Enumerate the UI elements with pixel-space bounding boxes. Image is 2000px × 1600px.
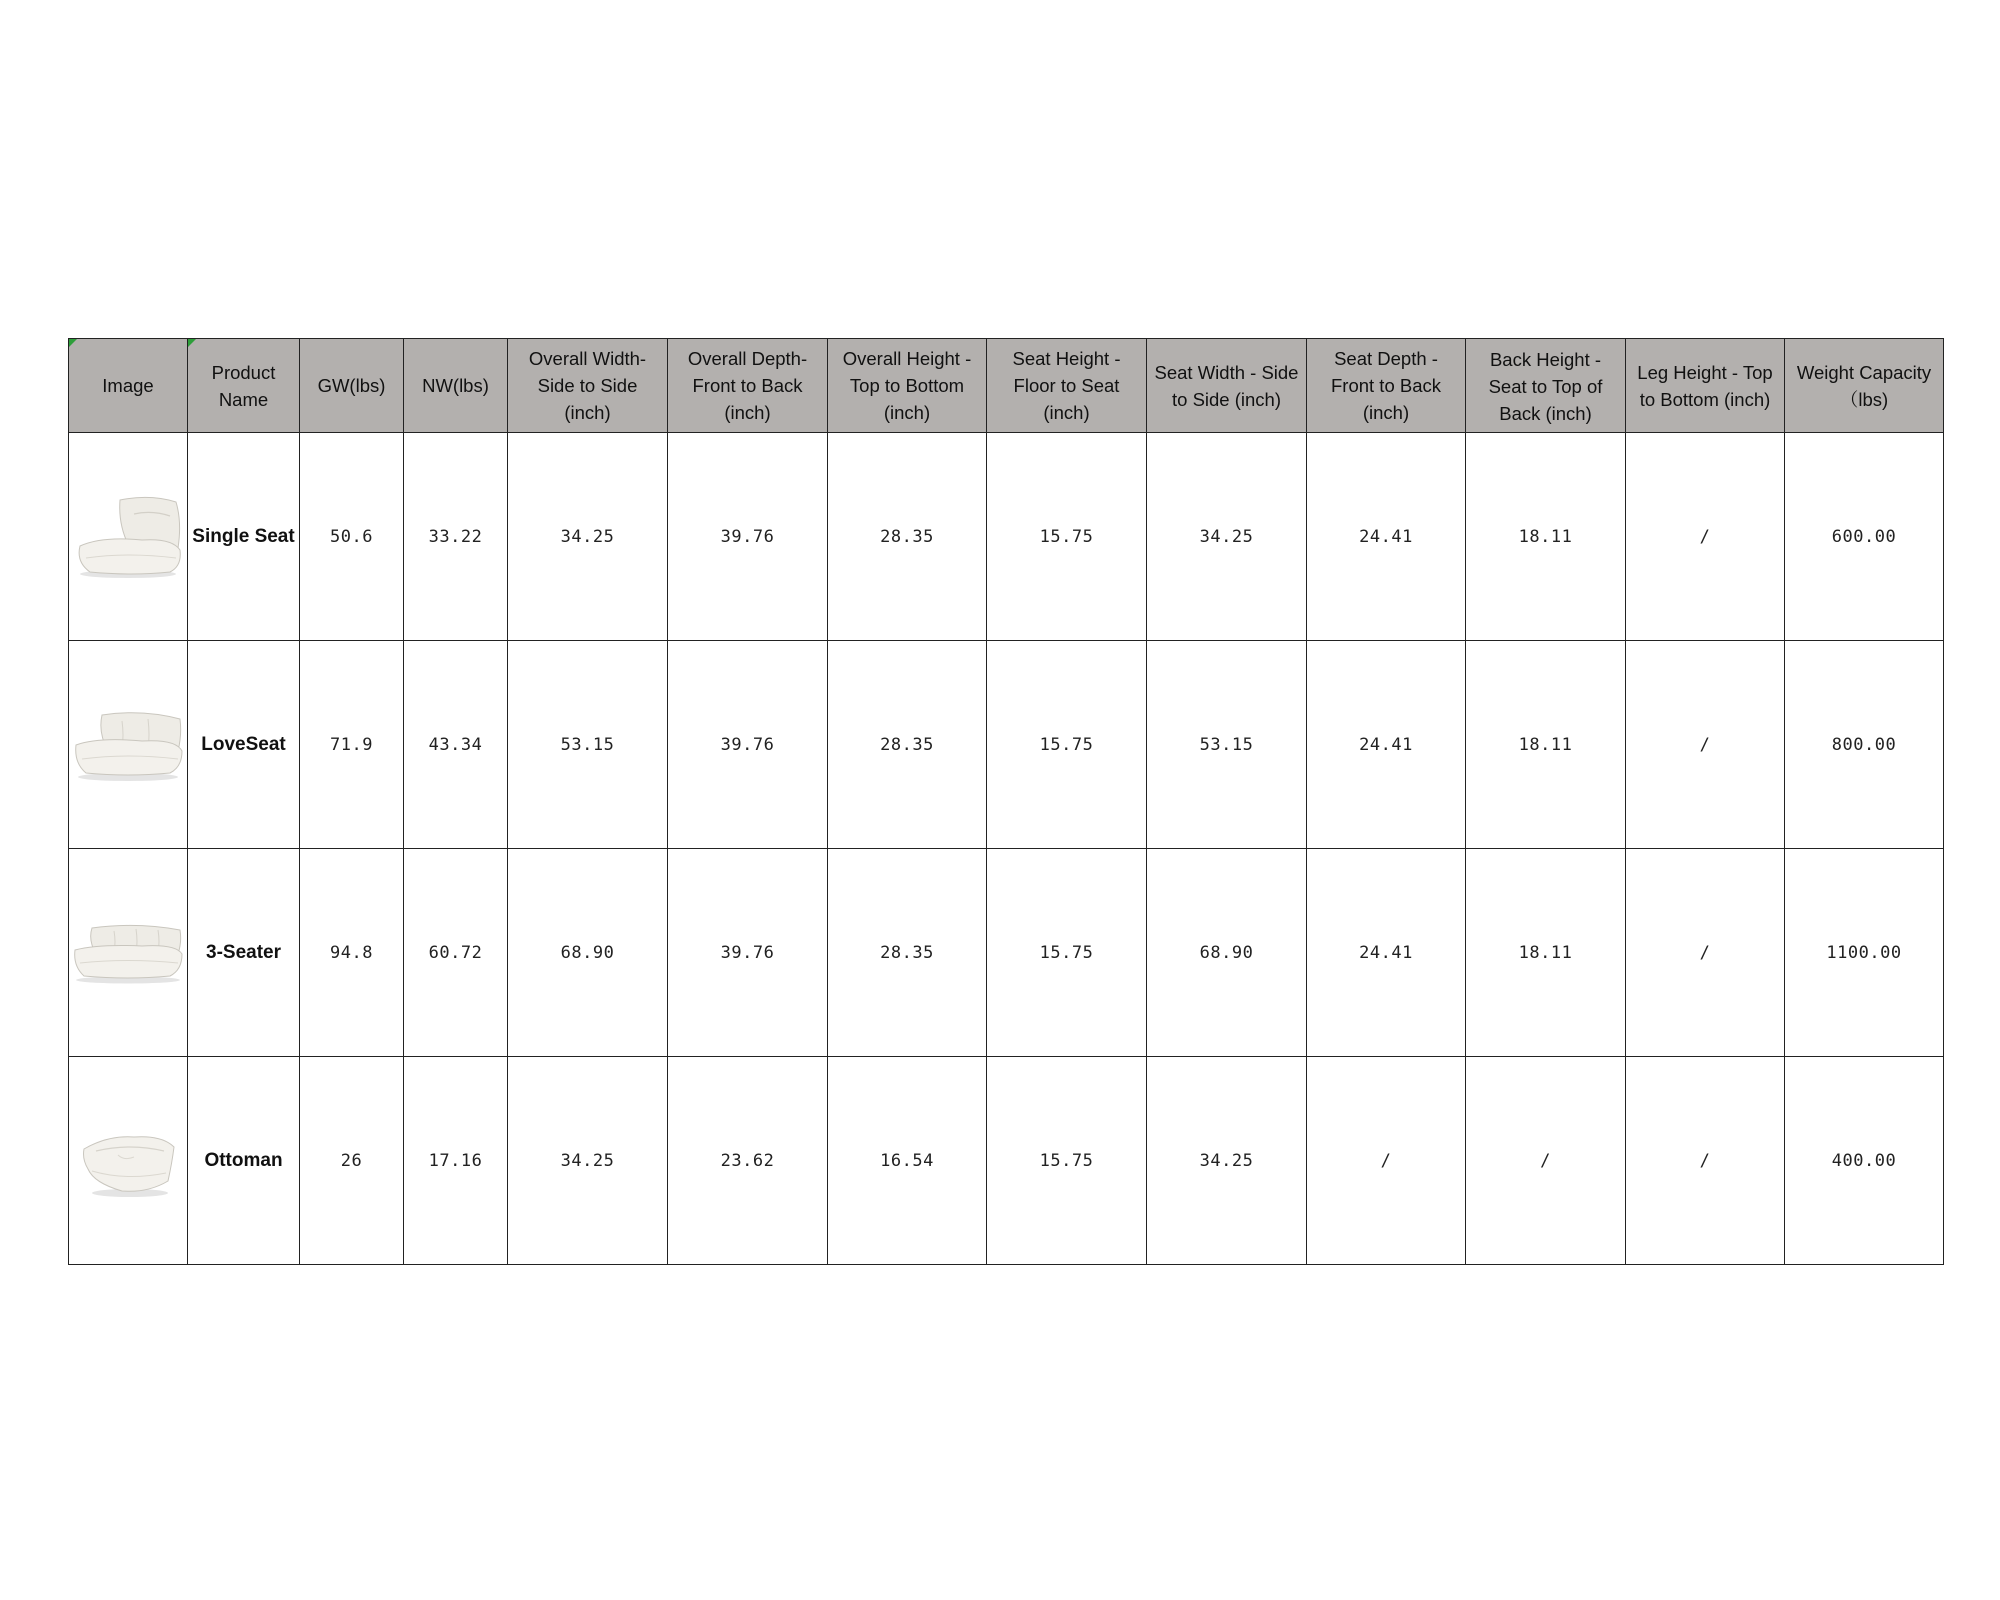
overall-width-value: 68.90: [508, 849, 668, 1057]
single-seat-sofa-photo: [72, 492, 184, 582]
leg-height-value: /: [1626, 1057, 1785, 1265]
nw-value: 33.22: [404, 433, 508, 641]
seat-width-value: 53.15: [1147, 641, 1307, 849]
overall-depth-value: 39.76: [668, 641, 828, 849]
leg-height-value: /: [1626, 849, 1785, 1057]
loveseat-sofa-photo: [72, 705, 184, 785]
product-image-cell: [69, 641, 188, 849]
overall-height-value: 28.35: [828, 849, 987, 1057]
leg-height-value: /: [1626, 641, 1785, 849]
header-label: Seat Width - Side to Side (inch): [1154, 361, 1299, 410]
product-dimensions-table: [68, 338, 1944, 1265]
header-gw: [300, 339, 404, 433]
overall-depth-value: 23.62: [668, 1057, 828, 1265]
comment-marker: [188, 339, 196, 347]
back-height-value: 18.11: [1466, 641, 1626, 849]
header-label: Product Name: [211, 361, 276, 410]
header-label: Weight Capacity（lbs): [1796, 361, 1932, 410]
header-label: Seat Height - Floor to Seat (inch): [1012, 348, 1121, 423]
gw-value: 50.6: [300, 433, 404, 641]
weight-capacity-value: 1100.00: [1785, 849, 1944, 1057]
header-label: Overall Depth-Front to Back (inch): [687, 348, 808, 423]
overall-depth-value: 39.76: [668, 433, 828, 641]
header-label: NW(lbs): [422, 375, 489, 396]
header-label: Image: [102, 375, 154, 396]
header-label: Overall Height - Top to Bottom (inch): [842, 348, 972, 423]
overall-depth-value: 39.76: [668, 849, 828, 1057]
seat-depth-value: 24.41: [1307, 849, 1466, 1057]
header-row: [69, 339, 1944, 433]
overall-width-value: 53.15: [508, 641, 668, 849]
table-row: [69, 641, 1944, 849]
header-product-name: [188, 339, 300, 433]
header-label: Seat Depth - Front to Back (inch): [1330, 348, 1441, 423]
comment-marker: [69, 339, 77, 347]
ottoman-photo: [78, 1121, 178, 1201]
product-name: Single Seat: [188, 433, 300, 641]
nw-value: 43.34: [404, 641, 508, 849]
back-height-value: 18.11: [1466, 433, 1626, 641]
header-seat-height: [987, 339, 1147, 433]
header-leg-height: [1626, 339, 1785, 433]
back-height-value: /: [1466, 1057, 1626, 1265]
header-weight-capacity: [1785, 339, 1944, 433]
nw-value: 17.16: [404, 1057, 508, 1265]
product-name: 3-Seater: [188, 849, 300, 1057]
header-seat-width: [1147, 339, 1307, 433]
seat-depth-value: 24.41: [1307, 433, 1466, 641]
overall-height-value: 28.35: [828, 433, 987, 641]
product-image-cell: [69, 849, 188, 1057]
seat-height-value: 15.75: [987, 1057, 1147, 1265]
seat-height-value: 15.75: [987, 641, 1147, 849]
header-overall-width: [508, 339, 668, 433]
back-height-value: 18.11: [1466, 849, 1626, 1057]
header-label: GW(lbs): [317, 375, 386, 396]
header-overall-depth: [668, 339, 828, 433]
overall-width-value: 34.25: [508, 1057, 668, 1265]
nw-value: 60.72: [404, 849, 508, 1057]
product-image-cell: [69, 1057, 188, 1265]
table-row: [69, 849, 1944, 1057]
table-row: [69, 433, 1944, 641]
weight-capacity-value: 400.00: [1785, 1057, 1944, 1265]
seat-width-value: 68.90: [1147, 849, 1307, 1057]
header-label: Leg Height - Top to Bottom (inch): [1637, 361, 1773, 410]
seat-depth-value: 24.41: [1307, 641, 1466, 849]
weight-capacity-value: 800.00: [1785, 641, 1944, 849]
seat-width-value: 34.25: [1147, 1057, 1307, 1265]
seat-height-value: 15.75: [987, 433, 1147, 641]
product-name: Ottoman: [188, 1057, 300, 1265]
overall-height-value: 28.35: [828, 641, 987, 849]
gw-value: 71.9: [300, 641, 404, 849]
gw-value: 26: [300, 1057, 404, 1265]
header-nw: [404, 339, 508, 433]
header-back-height: [1466, 339, 1626, 433]
seat-width-value: 34.25: [1147, 433, 1307, 641]
header-image: [69, 339, 188, 433]
header-seat-depth: [1307, 339, 1466, 433]
header-overall-height: [828, 339, 987, 433]
overall-width-value: 34.25: [508, 433, 668, 641]
product-image-cell: [69, 433, 188, 641]
leg-height-value: /: [1626, 433, 1785, 641]
gw-value: 94.8: [300, 849, 404, 1057]
product-name: LoveSeat: [188, 641, 300, 849]
header-label: Overall Width-Side to Side (inch): [528, 348, 647, 423]
overall-height-value: 16.54: [828, 1057, 987, 1265]
three-seater-sofa-photo: [72, 918, 184, 988]
header-label: Back Height - Seat to Top of Back (inch): [1488, 349, 1603, 424]
table-row: [69, 1057, 1944, 1265]
weight-capacity-value: 600.00: [1785, 433, 1944, 641]
seat-height-value: 15.75: [987, 849, 1147, 1057]
seat-depth-value: /: [1307, 1057, 1466, 1265]
